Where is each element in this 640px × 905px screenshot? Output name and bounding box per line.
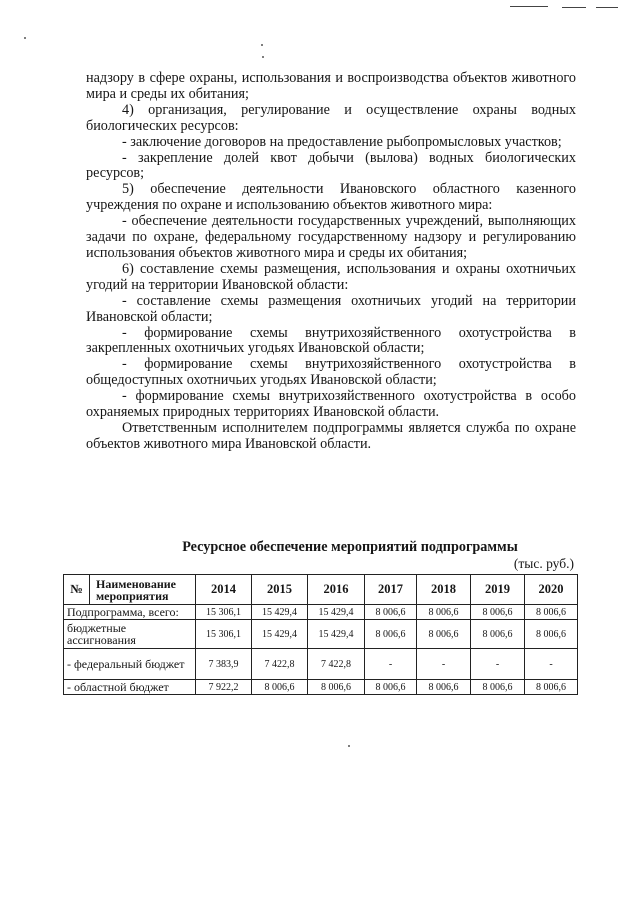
table-row (64, 649, 578, 680)
cell-value: 8 006,6 (525, 605, 578, 620)
header-year: 2017 (365, 575, 417, 605)
row-label: бюджетные ассигнования (64, 620, 196, 649)
scan-mark (510, 6, 548, 7)
row-label: - федеральный бюджет (64, 649, 196, 680)
paragraph: 5) обеспечение деятельности Ивановского областного казенного учреждения по охране и использованию объектов животного мира: (86, 181, 576, 214)
cell-value: - (471, 649, 525, 680)
table-row (64, 680, 578, 695)
cell-value: - (525, 649, 578, 680)
paragraph: 4) организация, регулирование и осуществление охраны водных биологических ресурсов: (86, 101, 576, 134)
cell-value: 15 429,4 (252, 620, 308, 649)
cell-value: 7 422,8 (308, 649, 365, 680)
table-row (64, 620, 578, 649)
scan-mark (596, 7, 618, 8)
scan-mark (562, 7, 586, 8)
table-row (64, 605, 578, 620)
body-text (86, 71, 576, 453)
cell-value: 8 006,6 (365, 605, 417, 620)
paragraph: - заключение договоров на предоставление рыбопромысловых участков; (122, 133, 562, 150)
header-year: 2015 (252, 575, 308, 605)
cell-value: 8 006,6 (471, 620, 525, 649)
header-num: № (64, 575, 90, 605)
header-year: 2019 (471, 575, 525, 605)
table-units: (тыс. руб.) (513, 556, 574, 571)
paragraph: - обеспечение деятельности государственных учреждений, выполняющих задачи по охране, федеральному государственному надзору и регулированию использования объектов животного мира и среды их обитания; (86, 213, 576, 261)
cell-value: 8 006,6 (525, 680, 578, 695)
cell-value: 15 429,4 (308, 605, 365, 620)
cell-value: 8 006,6 (252, 680, 308, 695)
cell-value: 8 006,6 (365, 620, 417, 649)
header-year: 2016 (308, 575, 365, 605)
cell-value: 8 006,6 (471, 605, 525, 620)
scan-dot (262, 56, 264, 58)
cell-value: - (365, 649, 417, 680)
table-header-row (64, 575, 578, 605)
cell-value: 8 006,6 (417, 620, 471, 649)
cell-value: 15 306,1 (196, 605, 252, 620)
cell-value: 15 306,1 (196, 620, 252, 649)
paragraph: - формирование схемы внутрихозяйственного охотустройства в общедоступных охотничьих угодьях Ивановской области; (86, 356, 576, 389)
cell-value: 8 006,6 (308, 680, 365, 695)
cell-value: 7 422,8 (252, 649, 308, 680)
cell-value: 8 006,6 (365, 680, 417, 695)
cell-value: 7 383,9 (196, 649, 252, 680)
cell-value: 15 429,4 (308, 620, 365, 649)
header-year: 2018 (417, 575, 471, 605)
paragraph: надзору в сфере охраны, использования и воспроизводства объектов животного мира и среды их обитания; (86, 70, 576, 102)
table-title: Ресурсное обеспечение мероприятий подпрограммы (182, 539, 518, 555)
scan-dot (348, 745, 350, 747)
paragraph: 6) составление схемы размещения, использования и охраны охотничьих угодий на территории Ивановской области: (86, 260, 576, 293)
cell-value: 7 922,2 (196, 680, 252, 695)
row-label: - областной бюджет (64, 680, 196, 695)
cell-value: 8 006,6 (417, 605, 471, 620)
cell-value: 8 006,6 (471, 680, 525, 695)
header-year: 2020 (525, 575, 578, 605)
paragraph: - составление схемы размещения охотничьих угодий на территории Ивановской области; (86, 292, 576, 325)
cell-value: 8 006,6 (417, 680, 471, 695)
paragraph: - формирование схемы внутрихозяйственного охотустройства в особо охраняемых природных территориях Ивановской области. (86, 388, 576, 421)
scan-dot (261, 44, 263, 46)
paragraph: - закрепление долей квот добычи (вылова) водных биологических ресурсов; (86, 149, 576, 182)
header-name: Наименование мероприятия (90, 575, 196, 605)
cell-value: - (417, 649, 471, 680)
paragraph: Ответственным исполнителем подпрограммы является служба по охране объектов животного мира Ивановской области. (86, 419, 576, 452)
cell-value: 8 006,6 (525, 620, 578, 649)
scan-dot (24, 37, 26, 39)
header-year: 2014 (196, 575, 252, 605)
resource-table (63, 574, 578, 695)
row-label: Подпрограмма, всего: (64, 605, 196, 620)
cell-value: 15 429,4 (252, 605, 308, 620)
paragraph: - формирование схемы внутрихозяйственного охотустройства в закрепленных охотничьих угодьях Ивановской области; (86, 324, 576, 357)
